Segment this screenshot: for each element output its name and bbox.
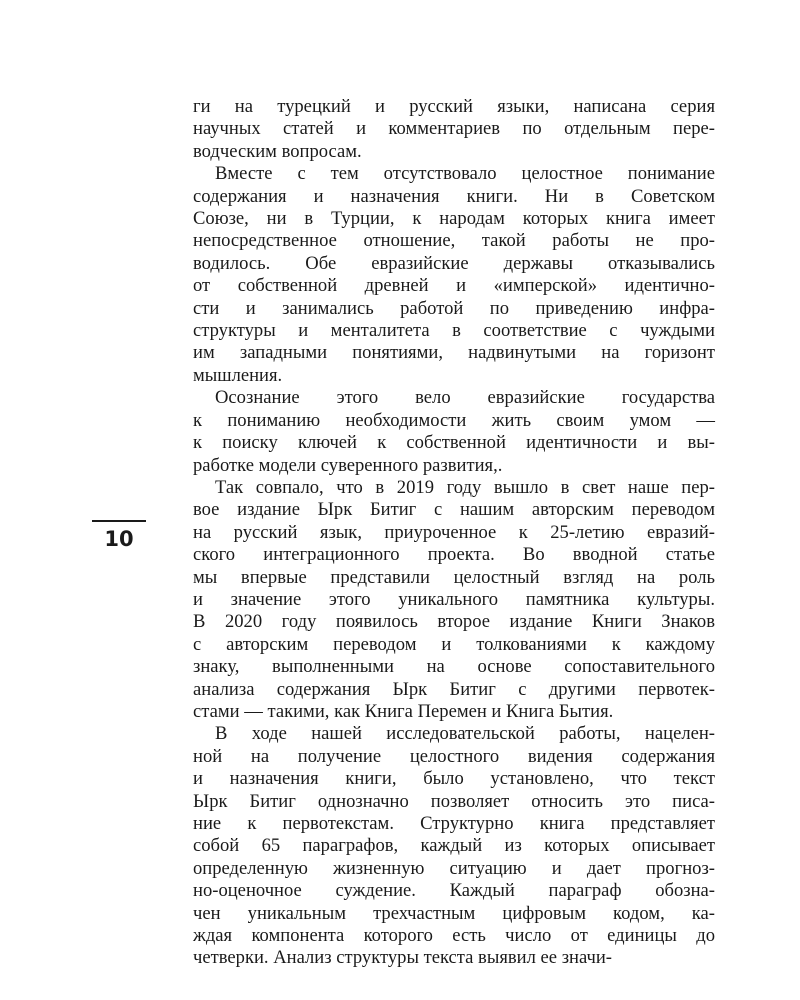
text-line: Осознание этого вело евразийские государства [215,387,715,409]
paragraph [193,477,715,723]
text-line: водческим вопросам. [193,140,362,162]
text-line: сти и занимались работой по приведению инфра- [193,297,715,319]
text-line: к поиску ключей к собственной идентичности и вы- [193,432,715,454]
text-line: ги на турецкий и русский языки, написана серия [193,96,715,117]
text-line: Вместе с тем отсутствовало целостное понимание [215,163,715,185]
text-line: знаку, выполненными на основе сопоставительного [193,656,715,678]
text-line: работке модели суверенного развития,. [193,454,503,476]
text-line: ной на получение целостного видения содержания [193,745,715,767]
paragraph [193,163,715,387]
page-number-rule [92,520,146,522]
text-line: четверки. Анализ структуры текста выявил ее значи- [193,947,612,969]
text-line: вое издание Ырк Битиг с нашим авторским переводом [193,499,715,521]
text-line: стами — такими, как Книга Перемен и Книга Бытия. [193,700,614,722]
text-line: Ырк Битиг однозначно позволяет относить это писа- [193,790,715,812]
text-line: В 2020 году появилось второе издание Книги Знаков [193,611,715,633]
text-line: на русский язык, приуроченное к 25-летию евразий- [193,521,715,543]
text-line: определенную жизненную ситуацию и дает прогноз- [193,857,715,879]
text-line: содержания и назначения книги. Ни в Советском [193,185,715,207]
text-line: мышления. [193,364,283,386]
text-line: и назначения книги, было установлено, что текст [193,768,715,790]
text-line: непосредственное отношение, такой работы не про- [193,230,715,252]
text-line: собой 65 параграфов, каждый из которых описывает [193,835,715,857]
text-line: ского интеграционного проекта. Во вводной статье [193,544,715,566]
text-line: но-оценочное суждение. Каждый параграф обозна- [193,880,715,902]
page-number: 10 [104,527,134,551]
paragraph [193,387,715,477]
body-text [193,96,715,970]
text-line: В ходе нашей исследовательской работы, нацелен- [215,723,715,745]
text-line: от собственной древней и «имперской» идентично- [193,275,715,297]
paragraph [193,96,715,163]
text-line: структуры и менталитета в соответствие с чуждыми [193,320,715,342]
text-line: чен уникальным трехчастным цифровым кодом, ка- [193,902,715,924]
text-line: мы впервые представили целостный взгляд на роль [193,566,715,588]
text-line: ждая компонента которого есть число от единицы до [193,925,715,947]
text-line: и значение этого уникального памятника культуры. [193,588,715,610]
text-line: им западными понятиями, надвинутыми на горизонт [193,342,715,364]
text-line: к пониманию необходимости жить своим умом — [193,409,715,431]
text-line: анализа содержания Ырк Битиг с другими первотек- [193,678,715,700]
text-line: Так совпало, что в 2019 году вышло в свет наше пер- [215,476,715,498]
text-line: с авторским переводом и толкованиями к каждому [193,633,715,655]
paragraph [193,723,715,969]
text-line: ние к первотекстам. Структурно книга представляет [193,813,715,834]
page-number-block [92,520,146,552]
text-line: водилось. Обе евразийские державы отказывались [193,252,715,274]
text-line: Союзе, ни в Турции, к народам которых книга имеет [193,208,715,230]
text-line: научных статей и комментариев по отдельным пере- [193,118,715,140]
